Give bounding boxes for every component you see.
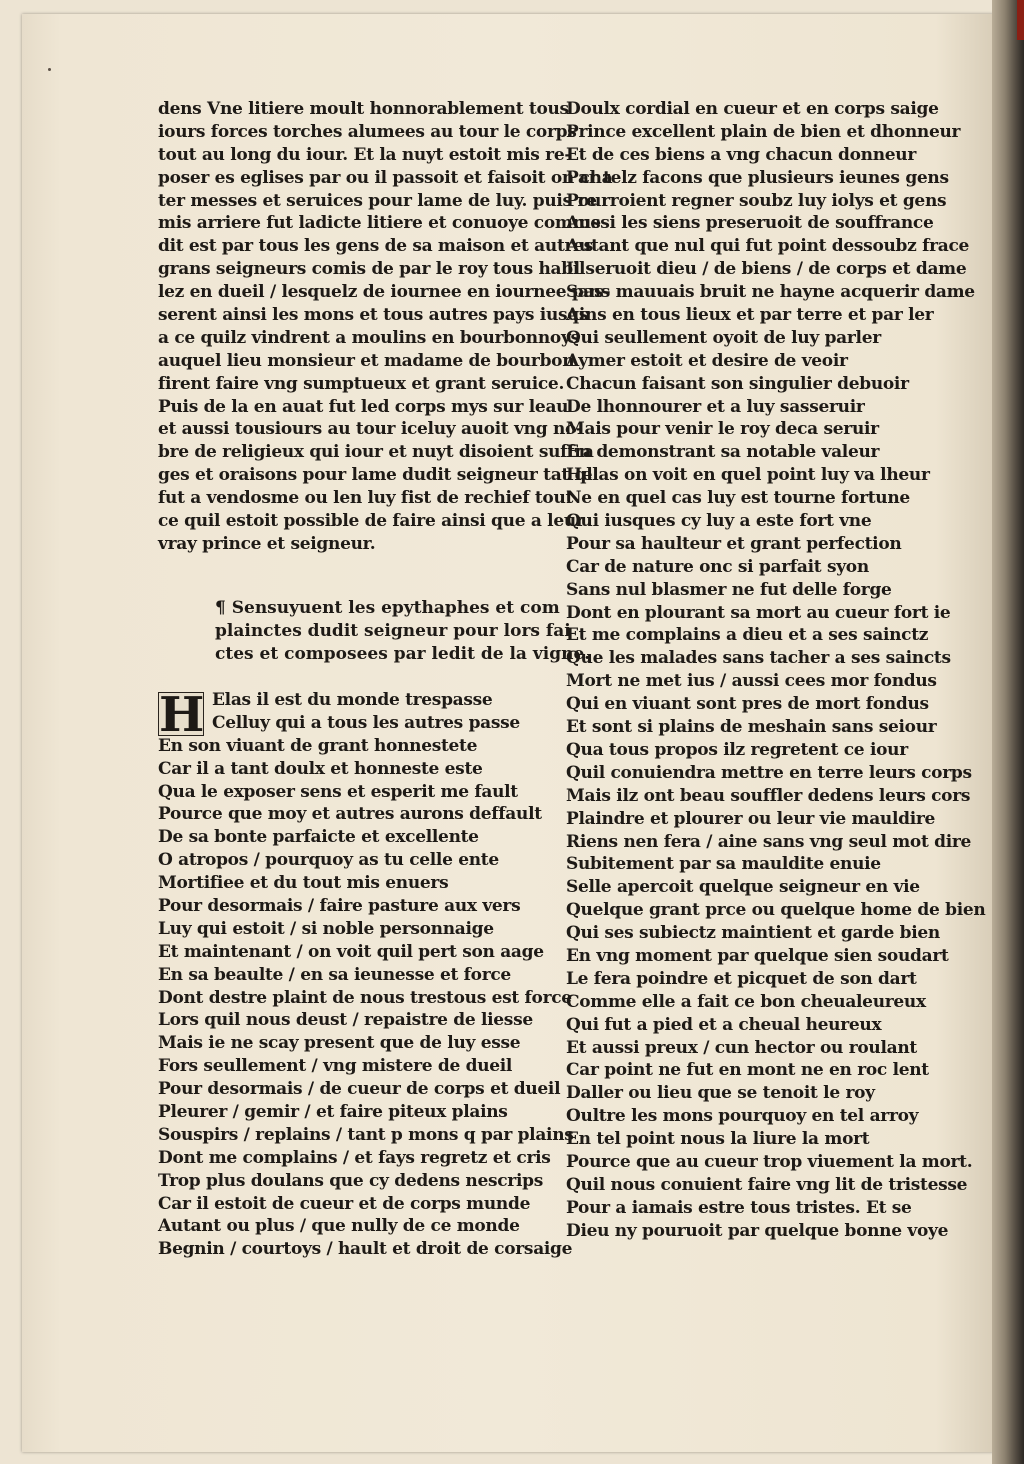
- poem-line: Autant que nul qui fut point dessoubz frace: [566, 236, 970, 257]
- poem-line: En son viuant de grant honnestete: [158, 735, 478, 756]
- poem-line: Daller ou lieu que se tenoit le roy: [566, 1083, 875, 1104]
- poem-line: Et de ces biens a vng chacun donneur: [566, 144, 916, 165]
- poem-line: Quelque grant prce ou quelque home de bien: [566, 900, 986, 921]
- text-line: mis arriere fut ladicte litiere et conuoye comme: [158, 213, 601, 234]
- poem-line: Luy qui estoit / si noble personnaige: [158, 918, 494, 939]
- text-line: lez en dueil / lesquelz de iournee en iournee pas-: [158, 282, 611, 303]
- poem-line: Et maintenant / on voit quil pert son aage: [158, 941, 544, 962]
- poem-line: Pourroient regner soubz luy iolys et gens: [566, 190, 947, 211]
- poem-column: [158, 689, 574, 1261]
- heading-line: plainctes dudit seigneur pour lors fai: [215, 620, 571, 641]
- text-line: dit est par tous les gens de sa maison et autres: [158, 236, 593, 257]
- poem-line: Sans nul blasmer ne fut delle forge: [566, 579, 892, 600]
- poem-line: Mortifiee et du tout mis enuers: [158, 873, 449, 894]
- poem-line: Mais pour venir le roy deca seruir: [566, 419, 879, 440]
- right-text-column: [566, 98, 986, 1243]
- poem-line: Doulx cordial en cueur et en corps saige: [566, 99, 939, 119]
- poem-line: Que les malades sans tacher a ses saincts: [566, 648, 951, 669]
- poem-line: O atropos / pourquoy as tu celle ente: [158, 850, 499, 871]
- poem-line: Aussi les siens preseruoit de souffrance: [566, 213, 934, 234]
- poem-line: Et aussi preux / cun hector ou roulant: [566, 1037, 917, 1058]
- poem-line: Par telz facons que plusieurs ieunes gens: [566, 167, 949, 188]
- poem-line: Pleurer / gemir / et faire piteux plains: [158, 1102, 508, 1123]
- text-line: auquel lieu monsieur et madame de bourbon: [158, 350, 575, 371]
- text-line: bre de religieux qui iour et nuyt disoient suffra: [158, 442, 594, 463]
- poem-line: Mort ne met ius / aussi cees mor fondus: [566, 671, 937, 692]
- poem-line: Selle apercoit quelque seigneur en vie: [566, 877, 920, 898]
- poem-line: Helas on voit en quel point luy va lheur: [566, 465, 930, 486]
- text-line: dens Vne litiere moult honnorablement tous: [158, 99, 569, 119]
- text-line: a ce quilz vindrent a moulins en bourbonnoys: [158, 327, 580, 348]
- poem-line: Riens nen fera / aine sans vng seul mot dire: [566, 831, 972, 852]
- text-line: et aussi tousiours au tour iceluy auoit vng no-: [158, 419, 583, 440]
- poem-line: Car il estoit de cueur et de corps munde: [158, 1193, 531, 1214]
- poem-line: Qui seullement oyoit de luy parler: [566, 327, 881, 348]
- poem-line: Car point ne fut en mont ne en roc lent: [566, 1060, 929, 1081]
- poem-line: Il seruoit dieu / de biens / de corps et dame: [566, 259, 967, 280]
- poem-line: Qui en viuant sont pres de mort fondus: [566, 694, 929, 715]
- poem-line: Prince excellent plain de bien et dhonneur: [566, 121, 961, 142]
- poem-line: Plaindre et plourer ou leur vie mauldire: [566, 808, 936, 829]
- text-line: grans seigneurs comis de par le roy tous habil: [158, 259, 586, 280]
- poem-line: Elas il est du monde trespasse: [212, 690, 493, 710]
- poem-line: Subitement par sa mauldite enuie: [566, 854, 881, 875]
- poem-line: Qua tous propos ilz regretent ce iour: [566, 739, 908, 760]
- text-line: vray prince et seigneur.: [158, 533, 376, 554]
- poem-line: Begnin / courtoys / hault et droit de corsaige: [158, 1239, 573, 1260]
- poem-line: Dont en plourant sa mort au cueur fort ie: [566, 602, 951, 623]
- poem-line: Dont destre plaint de nous trestous est force: [158, 987, 572, 1008]
- left-text-column: [158, 98, 613, 556]
- poem-line: Lors quil nous deust / repaistre de liesse: [158, 1010, 533, 1031]
- poem-line: Chacun faisant son singulier debuoir: [566, 373, 909, 394]
- poem-line: En tel point nous la liure la mort: [566, 1129, 870, 1150]
- poem-line: Pource que moy et autres aurons deffault: [158, 804, 542, 825]
- poem-line: Mais ie ne scay present que de luy esse: [158, 1033, 521, 1054]
- poem-line: Aymer estoit et desire de veoir: [566, 350, 848, 371]
- poem-line: Quil conuiendra mettre en terre leurs corps: [566, 762, 972, 783]
- text-line: poser es eglises par ou il passoit et faisoit on cha: [158, 167, 613, 188]
- poem-line: Trop plus doulans que cy dedens nescrips: [158, 1170, 543, 1191]
- poem-line: De sa bonte parfaicte et excellente: [158, 827, 479, 848]
- drop-capital: H: [159, 687, 205, 743]
- heading-line: ctes et composees par ledit de la vigne.: [215, 643, 591, 664]
- poem-line: Pour a iamais estre tous tristes. Et se: [566, 1197, 912, 1218]
- poem-line: En sa beaulte / en sa ieunesse et force: [158, 964, 511, 985]
- poem-line: Pour desormais / faire pasture aux vers: [158, 896, 521, 917]
- book-spine: [992, 0, 1024, 1464]
- text-line: iours forces torches alumees au tour le corps: [158, 121, 577, 142]
- poem-line: En vng moment par quelque sien soudart: [566, 945, 949, 966]
- red-page-edge: [1017, 0, 1024, 40]
- poem-line: Ne en quel cas luy est tourne fortune: [566, 488, 910, 509]
- poem-line: Qui fut a pied et a cheual heureux: [566, 1014, 882, 1035]
- poem-line: Pour sa haulteur et grant perfection: [566, 533, 902, 554]
- heading-line: ¶ Sensuyuent les epythaphes et com: [215, 598, 560, 618]
- ink-speck: [48, 68, 51, 71]
- poem-line: Pource que au cueur trop viuement la mort.: [566, 1151, 973, 1172]
- poem-line: Souspirs / replains / tant p mons q par plains: [158, 1124, 574, 1145]
- poem-line: De lhonnourer et a luy sasseruir: [566, 396, 865, 417]
- text-line: fut a vendosme ou len luy fist de rechief tout: [158, 488, 574, 509]
- poem-line: Le fera poindre et picquet de son dart: [566, 968, 917, 989]
- text-line: ter messes et seruices pour lame de luy. puis re: [158, 190, 597, 211]
- poem-line: Mais ilz ont beau souffler dedens leurs cors: [566, 785, 971, 806]
- poem-line: Qui ses subiectz maintient et garde bien: [566, 923, 940, 944]
- text-line: firent faire vng sumptueux et grant seruice.: [158, 373, 565, 394]
- poem-line: Quil nous conuient faire vng lit de tristesse: [566, 1174, 968, 1195]
- poem-line: Qua le exposer sens et esperit me fault: [158, 781, 518, 802]
- text-line: Puis de la en auat fut led corps mys sur leau: [158, 396, 569, 417]
- epitaph-heading: [215, 597, 591, 666]
- poem-line: Celluy qui a tous les autres passe: [212, 712, 520, 733]
- poem-line: Car il a tant doulx et honneste este: [158, 758, 483, 779]
- poem-line: Dieu ny pouruoit par quelque bonne voye: [566, 1220, 949, 1241]
- poem-line: En demonstrant sa notable valeur: [566, 442, 880, 463]
- poem-line: Oultre les mons pourquoy en tel arroy: [566, 1106, 919, 1127]
- poem-line: Pour desormais / de cueur de corps et dueil: [158, 1079, 561, 1100]
- poem-line: Comme elle a fait ce bon cheualeureux: [566, 991, 926, 1012]
- text-line: ges et oraisons pour lame dudit seigneur tat ql: [158, 465, 593, 486]
- poem-line: Sans mauuais bruit ne hayne acquerir dame: [566, 282, 975, 303]
- poem-line: Ains en tous lieux et par terre et par ler: [566, 305, 934, 326]
- poem-line: Dont me complains / et fays regretz et cris: [158, 1147, 551, 1168]
- poem-line: Et sont si plains de meshain sans seiour: [566, 717, 937, 738]
- poem-line: Car de nature onc si parfait syon: [566, 556, 869, 577]
- poem-line: Qui iusques cy luy a este fort vne: [566, 511, 872, 532]
- poem-line: Fors seullement / vng mistere de dueil: [158, 1056, 513, 1077]
- text-line: ce quil estoit possible de faire ainsi que a leur: [158, 511, 585, 532]
- poem-line: Autant ou plus / que nully de ce monde: [158, 1216, 520, 1237]
- poem-line: Et me complains a dieu et a ses sainctz: [566, 625, 929, 646]
- text-line: tout au long du iour. Et la nuyt estoit mis re-: [158, 144, 572, 165]
- text-line: serent ainsi les mons et tous autres pays iusqs: [158, 305, 589, 326]
